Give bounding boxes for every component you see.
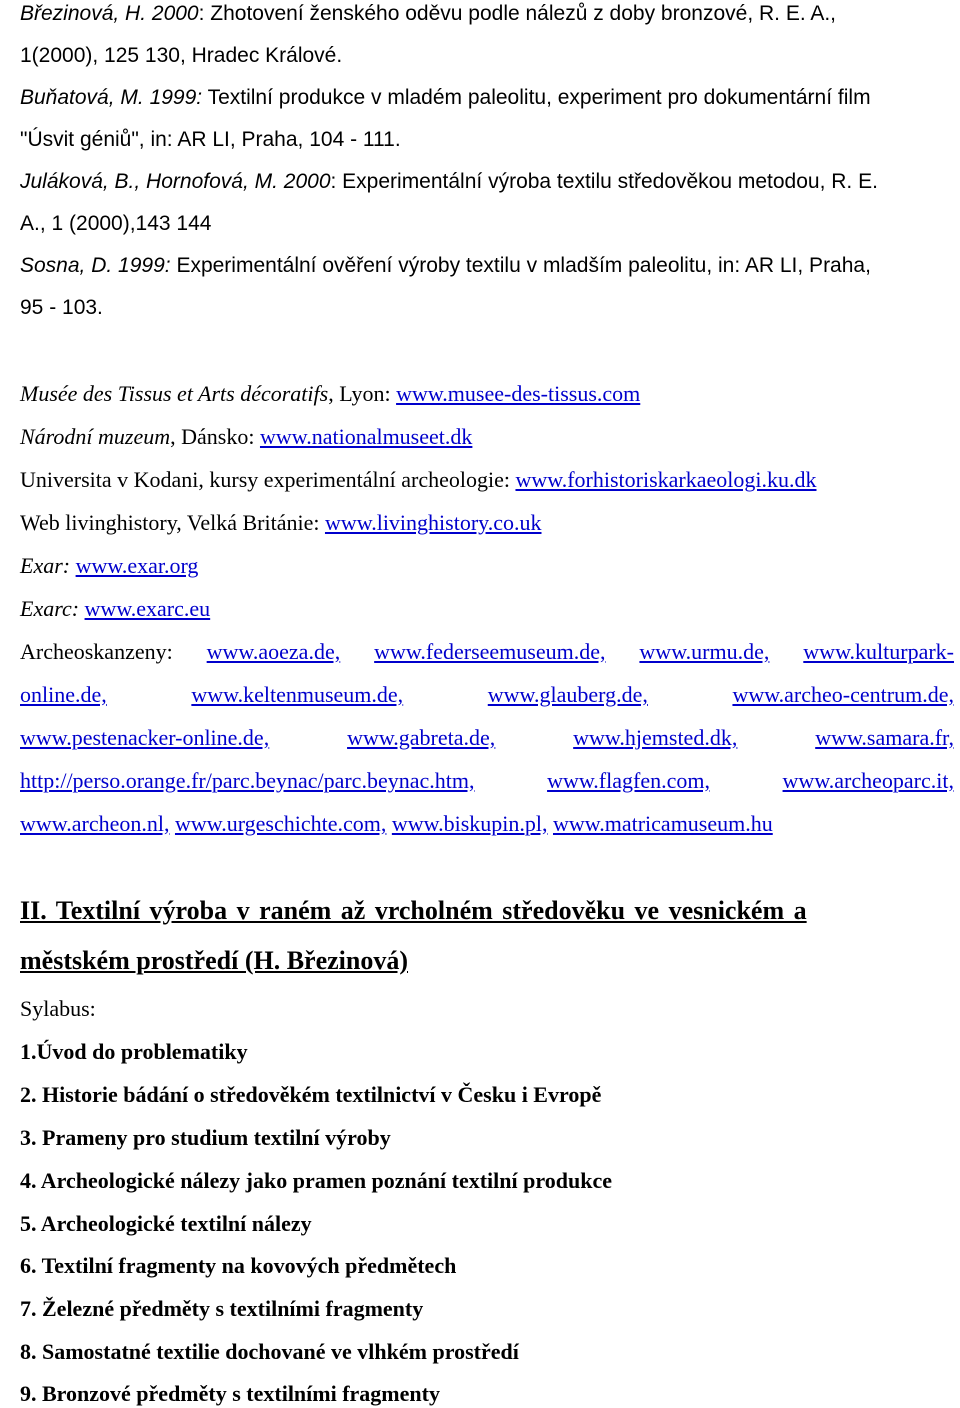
skanzeny-row-1 xyxy=(20,638,954,666)
link-musee[interactable]: www.musee-des-tissus.com xyxy=(396,381,641,406)
web-musee: Musée des Tissus et Arts décoratifs, Lyon: www.musee-des-tissus.com xyxy=(20,381,641,406)
link-skanzen[interactable]: www.aoeza.de, xyxy=(206,639,341,664)
link-skanzen[interactable]: www.keltenmuseum.de, xyxy=(191,682,404,707)
link-exar[interactable]: www.exar.org xyxy=(75,553,199,578)
sylabus-item: 7. Železné předměty s textilními fragmenty xyxy=(20,1296,424,1321)
reference-1: Březinová, H. 2000: Zhotovení ženského oděvu podle nálezů z doby bronzové, R. E. A., xyxy=(20,2,837,25)
sylabus-item: 5. Archeologické textilní nálezy xyxy=(20,1211,312,1236)
link-skanzen[interactable]: www.urgeschichte.com, xyxy=(174,811,387,836)
link-skanzen[interactable]: www.samara.fr, xyxy=(815,725,954,750)
reference-2: Buňatová, M. 1999: Textilní produkce v mladém paleolitu, experiment pro dokumentární film xyxy=(20,86,871,109)
web-kodan: Universita v Kodani, kursy experimentální archeologie: www.forhistoriskarkaeologi.ku.dk xyxy=(20,467,817,492)
reference-author: Sosna, D. 1999: xyxy=(20,254,171,277)
link-forhistoriskarkaeologi[interactable]: www.forhistoriskarkaeologi.ku.dk xyxy=(515,467,817,492)
skanzeny-row-4 xyxy=(20,767,954,795)
reference-author: Juláková, B., Hornofová, M. 2000 xyxy=(20,170,331,193)
link-skanzen[interactable]: www.urmu.de, xyxy=(639,639,770,664)
sylabus-item: 4. Archeologické nálezy jako pramen poznání textilní produkce xyxy=(20,1168,612,1193)
reference-3: Juláková, B., Hornofová, M. 2000: Experimentální výroba textilu středověkou metodou, R. E. xyxy=(20,170,878,193)
link-skanzen[interactable]: www.archeon.nl, xyxy=(20,811,170,836)
link-skanzen[interactable]: www.gabreta.de, xyxy=(347,725,496,750)
link-nationalmuseet[interactable]: www.nationalmuseet.dk xyxy=(259,424,473,449)
link-skanzen[interactable]: www.matricamuseum.hu xyxy=(553,811,773,836)
link-exarc[interactable]: www.exarc.eu xyxy=(84,596,211,621)
link-skanzen[interactable]: www.hjemsted.dk, xyxy=(573,725,738,750)
web-livinghistory: Web livinghistory, Velká Británie: www.livinghistory.co.uk xyxy=(20,510,542,535)
skanzeny-row-5 xyxy=(20,810,954,838)
sylabus-item: 1.Úvod do problematiky xyxy=(20,1039,248,1064)
sylabus-item: 6. Textilní fragmenty na kovových předmětech xyxy=(20,1253,457,1278)
sylabus-item: 2. Historie bádání o středověkém textilnictví v Česku i Evropě xyxy=(20,1082,602,1107)
link-skanzen[interactable]: www.archeoparc.it, xyxy=(782,768,954,793)
sylabus-label: Sylabus: xyxy=(20,996,96,1021)
reference-2-cont: "Úsvit géniů", in: AR LI, Praha, 104 - 111. xyxy=(20,128,401,151)
reference-3-cont: A., 1 (2000),143 144 xyxy=(20,212,212,235)
link-livinghistory[interactable]: www.livinghistory.co.uk xyxy=(324,510,542,535)
link-skanzen[interactable]: www.federseemuseum.de, xyxy=(374,639,606,664)
reference-1-cont: 1(2000), 125 130, Hradec Králové. xyxy=(20,44,343,67)
web-narodni: Národní muzeum, Dánsko: www.nationalmuseet.dk xyxy=(20,424,473,449)
sylabus-item: 9. Bronzové předměty s textilními fragmenty xyxy=(20,1381,440,1406)
skanzeny-row-2 xyxy=(20,681,954,709)
reference-author: Březinová, H. 2000 xyxy=(20,2,199,25)
web-exarc: Exarc: www.exarc.eu xyxy=(20,596,211,621)
link-skanzen[interactable]: online.de, xyxy=(20,682,107,707)
link-skanzen[interactable]: www.pestenacker-online.de, xyxy=(20,725,270,750)
skanzeny-row-3 xyxy=(20,724,954,752)
reference-4-cont: 95 - 103. xyxy=(20,296,103,319)
web-exar: Exar: www.exar.org xyxy=(20,553,199,578)
link-skanzen[interactable]: www.flagfen.com, xyxy=(547,768,710,793)
sylabus-item: 8. Samostatné textilie dochované ve vlhkém prostředí xyxy=(20,1339,519,1364)
link-skanzen[interactable]: http://perso.orange.fr/parc.beynac/parc.beynac.htm, xyxy=(20,768,475,793)
reference-4: Sosna, D. 1999: Experimentální ověření výroby textilu v mladším paleolitu, in: AR LI, Praha, xyxy=(20,254,871,277)
link-skanzen[interactable]: www.biskupin.pl, xyxy=(391,811,548,836)
link-skanzen[interactable]: www.kulturpark- xyxy=(803,639,954,664)
link-skanzen[interactable]: www.archeo-centrum.de, xyxy=(732,682,954,707)
link-skanzen[interactable]: www.glauberg.de, xyxy=(487,682,648,707)
section-title-line-1: II. Textilní výroba v raném až vrcholném středověku ve vesnickém a xyxy=(20,896,807,925)
skanzeny-label: Archeoskanzeny: xyxy=(20,639,173,664)
sylabus-item: 3. Prameny pro studium textilní výroby xyxy=(20,1125,391,1150)
reference-author: Buňatová, M. 1999: xyxy=(20,86,203,109)
section-title-line-2: městském prostředí (H. Březinová) xyxy=(20,946,409,975)
